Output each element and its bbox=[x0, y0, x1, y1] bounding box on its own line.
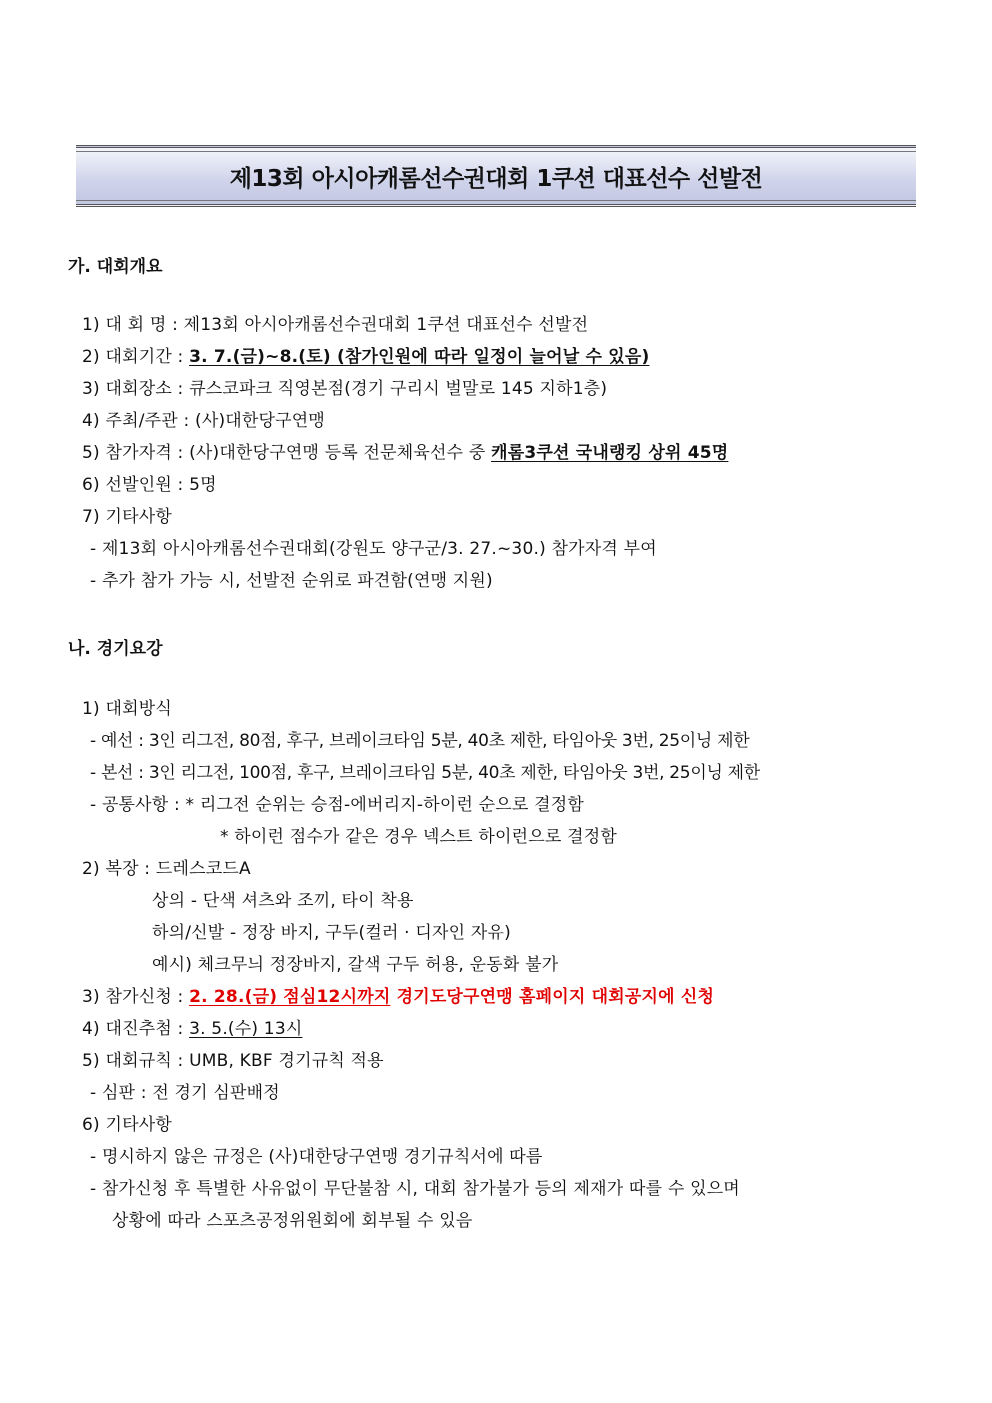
registration-deadline: 2. 28.(금) 점심12시까지 bbox=[189, 987, 391, 1007]
rules-etc-note-2: - 참가신청 후 특별한 사유없이 무단불참 시, 대회 참가불가 등의 제재가 따를 수 있으며 bbox=[90, 1179, 740, 1199]
eligibility-value: 캐롬3쿠션 국내랭킹 상위 45명 bbox=[491, 443, 729, 463]
rules-item-regulations: 5) 대회규칙 : UMB, KBF 경기규칙 적용 bbox=[82, 1051, 384, 1071]
dresscode-example: 예시) 체크무늬 정장바지, 갈색 구두 허용, 운동화 불가 bbox=[152, 955, 559, 975]
rules-item-dresscode: 2) 복장 : 드레스코드A bbox=[82, 859, 251, 879]
section-heading-rules: 나. 경기요강 bbox=[68, 639, 163, 659]
rules-item-format: 1) 대회방식 bbox=[82, 699, 172, 719]
overview-etc-note-1: - 제13회 아시아캐롬선수권대회(강원도 양구군/3. 27.~30.) 참가자격 부여 bbox=[90, 539, 657, 559]
rules-item-draw bbox=[82, 1018, 302, 1040]
registration-method: 경기도당구연맹 홈페이지 대회공지에 신청 bbox=[390, 987, 715, 1007]
rules-etc-note-1: - 명시하지 않은 규정은 (사)대한당구연맹 경기규칙서에 따름 bbox=[90, 1147, 543, 1167]
overview-item-name: 1) 대 회 명 : 제13회 아시아캐롬선수권대회 1쿠션 대표선수 선발전 bbox=[82, 315, 589, 335]
rules-item-registration bbox=[82, 986, 714, 1008]
format-common-2: * 하이런 점수가 같은 경우 넥스트 하이런으로 결정함 bbox=[220, 827, 617, 847]
section-heading-overview: 가. 대회개요 bbox=[68, 257, 163, 277]
overview-item-etc: 7) 기타사항 bbox=[82, 507, 172, 527]
eligibility-label: 5) 참가자격 : (사)대한당구연맹 등록 전문체육선수 중 bbox=[82, 443, 492, 463]
overview-item-eligibility bbox=[82, 442, 728, 464]
rules-item-etc: 6) 기타사항 bbox=[82, 1115, 172, 1135]
rules-etc-note-3: 상황에 따라 스포츠공정위원회에 회부될 수 있음 bbox=[112, 1211, 473, 1231]
draw-label: 4) 대진추첨 : bbox=[82, 1019, 190, 1039]
registration-label: 3) 참가신청 : bbox=[82, 987, 190, 1007]
title-banner bbox=[76, 145, 916, 207]
overview-item-venue: 3) 대회장소 : 큐스코파크 직영본점(경기 구리시 벌말로 145 지하1층) bbox=[82, 379, 608, 399]
dresscode-bottom: 하의/신발 - 정장 바지, 구두(컬러 · 디자인 자유) bbox=[152, 923, 511, 943]
dresscode-top: 상의 - 단색 셔츠와 조끼, 타이 착용 bbox=[152, 891, 414, 911]
format-common-1: - 공통사항 : * 리그전 순위는 승점-에버리지-하이런 순으로 결정함 bbox=[90, 795, 585, 815]
overview-item-selection-count: 6) 선발인원 : 5명 bbox=[82, 475, 217, 495]
overview-etc-note-2: - 추가 참가 가능 시, 선발전 순위로 파견함(연맹 지원) bbox=[90, 571, 493, 591]
regulations-referee: - 심판 : 전 경기 심판배정 bbox=[90, 1083, 280, 1103]
format-prelim: - 예선 : 3인 리그전, 80점, 후구, 브레이크타임 5분, 40초 제한, 타임아웃 3번, 25이닝 제한 bbox=[90, 731, 750, 751]
draw-datetime: 3. 5.(수) 13시 bbox=[189, 1019, 303, 1039]
overview-item-organizer: 4) 주최/주관 : (사)대한당구연맹 bbox=[82, 411, 326, 431]
overview-item-period bbox=[82, 346, 649, 368]
document-title: 제13회 아시아캐롬선수권대회 1쿠션 대표선수 선발전 bbox=[229, 165, 763, 192]
format-main: - 본선 : 3인 리그전, 100점, 후구, 브레이크타임 5분, 40초 제한, 타임아웃 3번, 25이닝 제한 bbox=[90, 763, 760, 783]
period-label: 2) 대회기간 : bbox=[82, 347, 190, 367]
period-value: 3. 7.(금)~8.(토) (참가인원에 따라 일정이 늘어날 수 있음) bbox=[189, 347, 650, 367]
